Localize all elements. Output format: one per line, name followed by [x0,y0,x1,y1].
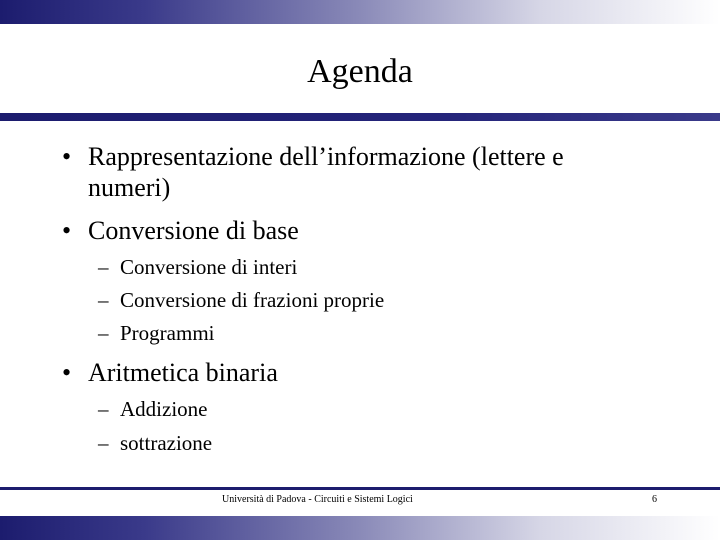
bullet-text: Conversione di base [88,216,299,245]
top-decorative-band [0,0,720,24]
bullet-item [62,215,652,246]
sub-bullet-item [98,286,384,314]
bullet-text: Aritmetica binaria [88,358,278,387]
footer-divider [0,487,720,490]
bullet-glyph: • [62,216,72,245]
sub-bullet-glyph: – [98,321,109,345]
sub-bullet-glyph: – [98,255,109,279]
bullet-text: Rappresentazione dell’informazione (lettere e numeri) [88,142,564,202]
bullet-item [62,141,652,203]
page-number: 6 [652,494,657,505]
bottom-decorative-band [0,516,720,540]
sub-bullet-item [98,319,215,347]
sub-bullet-glyph: – [98,288,109,312]
sub-bullet-text: Conversione di interi [120,255,298,279]
bullet-glyph: • [62,142,72,171]
sub-bullet-item [98,395,207,423]
sub-bullet-text: sottrazione [120,431,213,455]
slide-title: Agenda [307,53,413,90]
sub-bullet-glyph: – [98,397,109,421]
sub-bullet-text: Programmi [120,321,215,345]
footer-text: Università di Padova - Circuiti e Sistemi Logici [222,494,413,505]
sub-bullet-item [98,253,297,281]
title-divider [0,113,720,121]
sub-bullet-text: Conversione di frazioni proprie [120,288,385,312]
sub-bullet-text: Addizione [120,397,208,421]
bullet-item [62,357,652,388]
bullet-glyph: • [62,358,72,387]
sub-bullet-item [98,429,212,457]
sub-bullet-glyph: – [98,431,109,455]
